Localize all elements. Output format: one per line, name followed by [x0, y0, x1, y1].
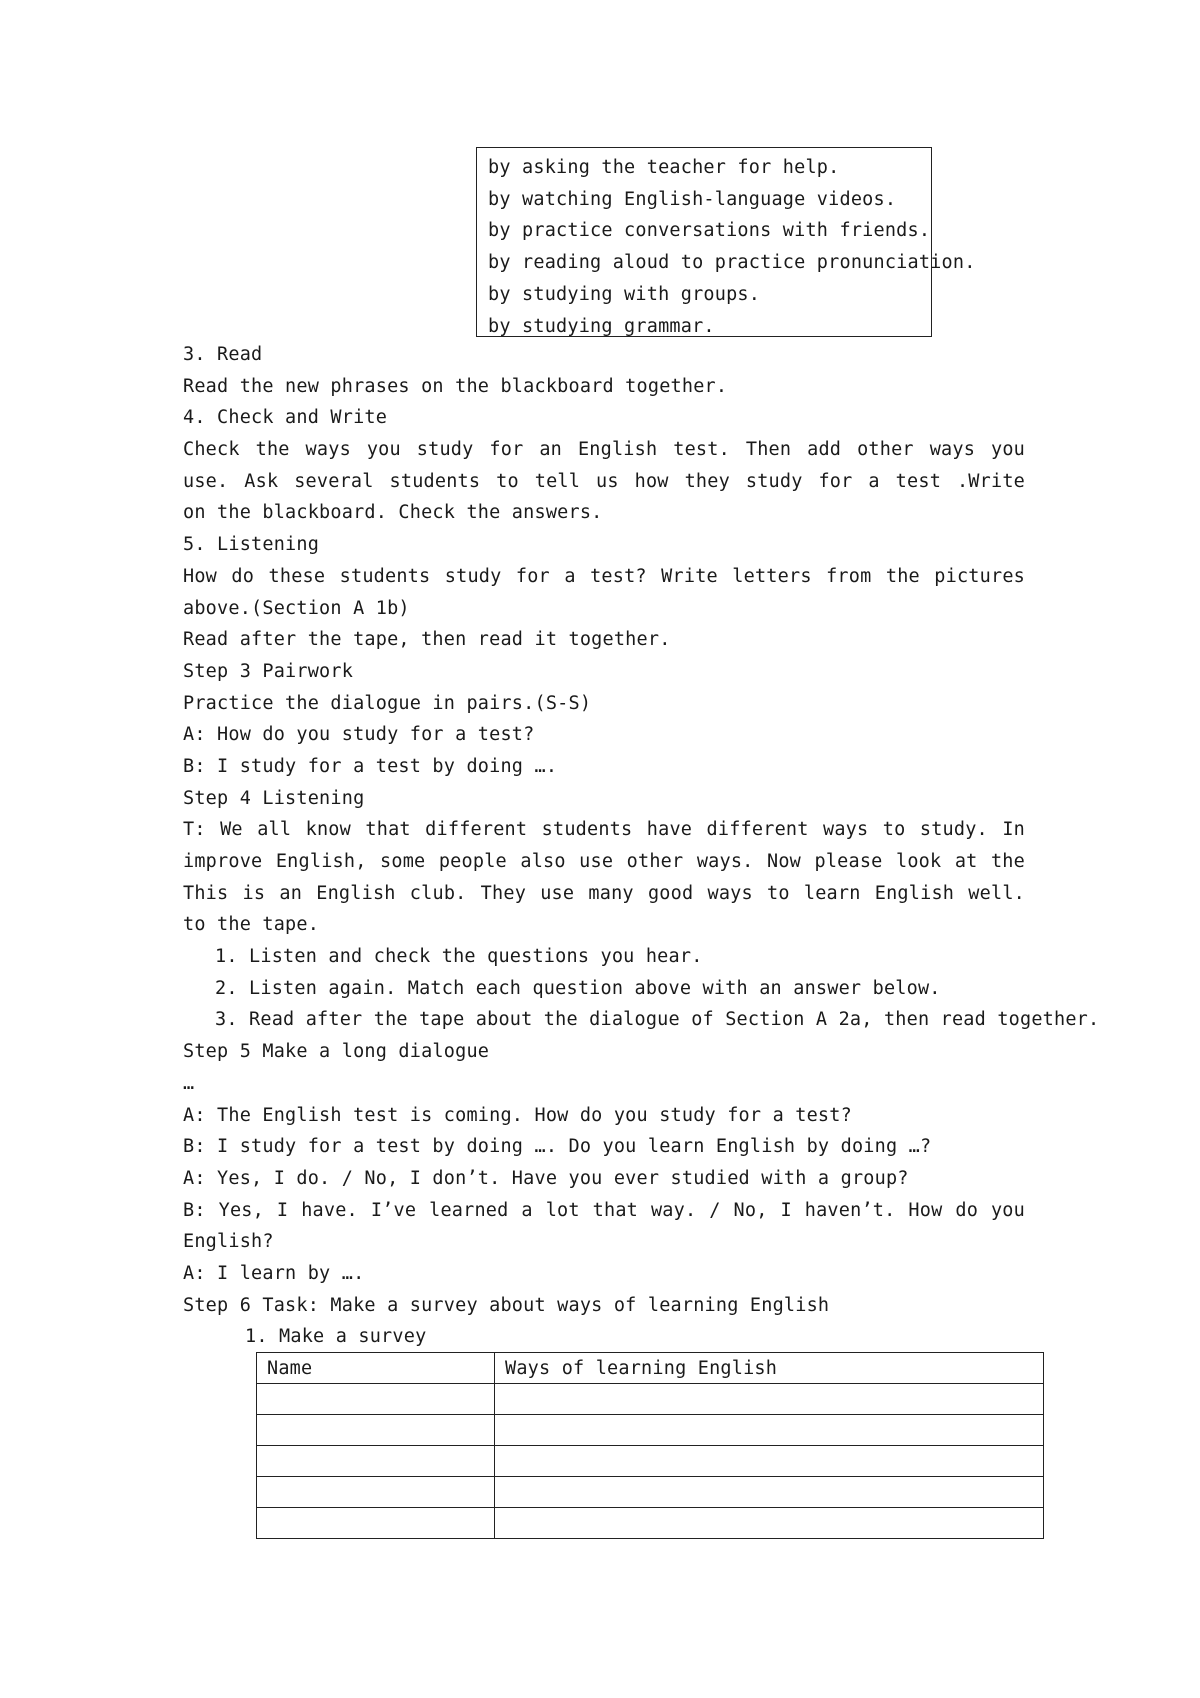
step-heading: Step 4 Listening: [183, 787, 365, 809]
paragraph-line: Check the ways you study for an English test. Then add other ways you: [183, 439, 1025, 461]
paragraph-line: use. Ask several students to tell us how they study for a test .Write: [183, 470, 1025, 492]
table-row: [257, 1446, 1044, 1477]
dialogue-line: A: How do you study for a test?: [183, 724, 535, 746]
table-cell: [495, 1384, 1044, 1415]
section-heading: 5. Listening: [183, 534, 320, 556]
table-cell: [257, 1415, 495, 1446]
table-cell: [495, 1446, 1044, 1477]
list-item: 3. Read after the tape about the dialogue of Section A 2a, then read together.: [215, 1009, 1100, 1031]
ways-box: [476, 147, 976, 337]
section-heading: 4. Check and Write: [183, 407, 388, 429]
paragraph-line: T: We all know that different students have different ways to study. In: [183, 819, 1025, 841]
table-cell: [257, 1446, 495, 1477]
column-header-name: Name: [257, 1353, 495, 1384]
lesson-body: [183, 339, 1100, 1353]
survey-table: [256, 1352, 1044, 1539]
table-row: [257, 1415, 1044, 1446]
dialogue-line: B: I study for a test by doing …. Do you learn English by doing …?: [183, 1136, 932, 1158]
list-item: 2. Listen again. Match each question above with an answer below.: [215, 977, 941, 999]
section-heading: 3. Read: [183, 344, 263, 365]
table-cell: [257, 1477, 495, 1508]
paragraph-line: to the tape.: [183, 914, 320, 936]
table-cell: [495, 1477, 1044, 1508]
column-header-ways: Ways of learning English: [495, 1353, 1044, 1384]
table-row: [257, 1384, 1044, 1415]
step-heading: Step 6 Task: Make a survey about ways of learning English: [183, 1294, 830, 1316]
dialogue-line: A: The English test is coming. How do you study for a test?: [183, 1104, 852, 1126]
paragraph-line: Read after the tape, then read it together.: [183, 629, 671, 651]
step-heading: Step 3 Pairwork: [183, 660, 354, 682]
dialogue-line: B: I study for a test by doing ….: [183, 755, 558, 777]
list-item: 1. Make a survey: [245, 1326, 427, 1348]
paragraph-line: How do these students study for a test? Write letters from the pictures: [183, 565, 1025, 587]
dialogue-line: B: Yes, I have. I’ve learned a lot that way. / No, I haven’t. How do you: [183, 1199, 1025, 1221]
paragraph-line: Read the new phrases on the blackboard together.: [183, 375, 728, 397]
ellipsis-line: …: [183, 1072, 195, 1094]
step-heading: Step 5 Make a long dialogue: [183, 1041, 490, 1063]
box-line: by reading aloud to practice pronunciation.: [488, 252, 976, 274]
paragraph-line: This is an English club. They use many good ways to learn English well.: [183, 882, 1025, 904]
table-row: [257, 1508, 1044, 1539]
table-header-row: [257, 1353, 1044, 1384]
dialogue-line: English?: [183, 1231, 274, 1253]
paragraph-line: on the blackboard. Check the answers.: [183, 502, 603, 524]
table-cell: [495, 1508, 1044, 1539]
table-row: [257, 1477, 1044, 1508]
box-line: by practice conversations with friends.: [488, 220, 931, 242]
table-cell: [257, 1384, 495, 1415]
list-item: 1. Listen and check the questions you hear.: [215, 946, 703, 968]
paragraph-line: improve English, some people also use other ways. Now please look at the: [183, 851, 1025, 872]
dialogue-line: A: I learn by ….: [183, 1262, 365, 1284]
box-line: by watching English-language videos.: [488, 188, 897, 210]
paragraph-line: Practice the dialogue in pairs.(S-S): [183, 692, 592, 714]
dialogue-line: A: Yes, I do. / No, I don’t. Have you ever studied with a group?: [183, 1167, 909, 1189]
table-cell: [257, 1508, 495, 1539]
box-line: by studying grammar.: [488, 315, 715, 337]
box-line: by studying with groups.: [488, 283, 761, 305]
paragraph-line: above.(Section A 1b): [183, 597, 410, 619]
table-cell: [495, 1415, 1044, 1446]
box-line: by asking the teacher for help.: [488, 157, 840, 178]
